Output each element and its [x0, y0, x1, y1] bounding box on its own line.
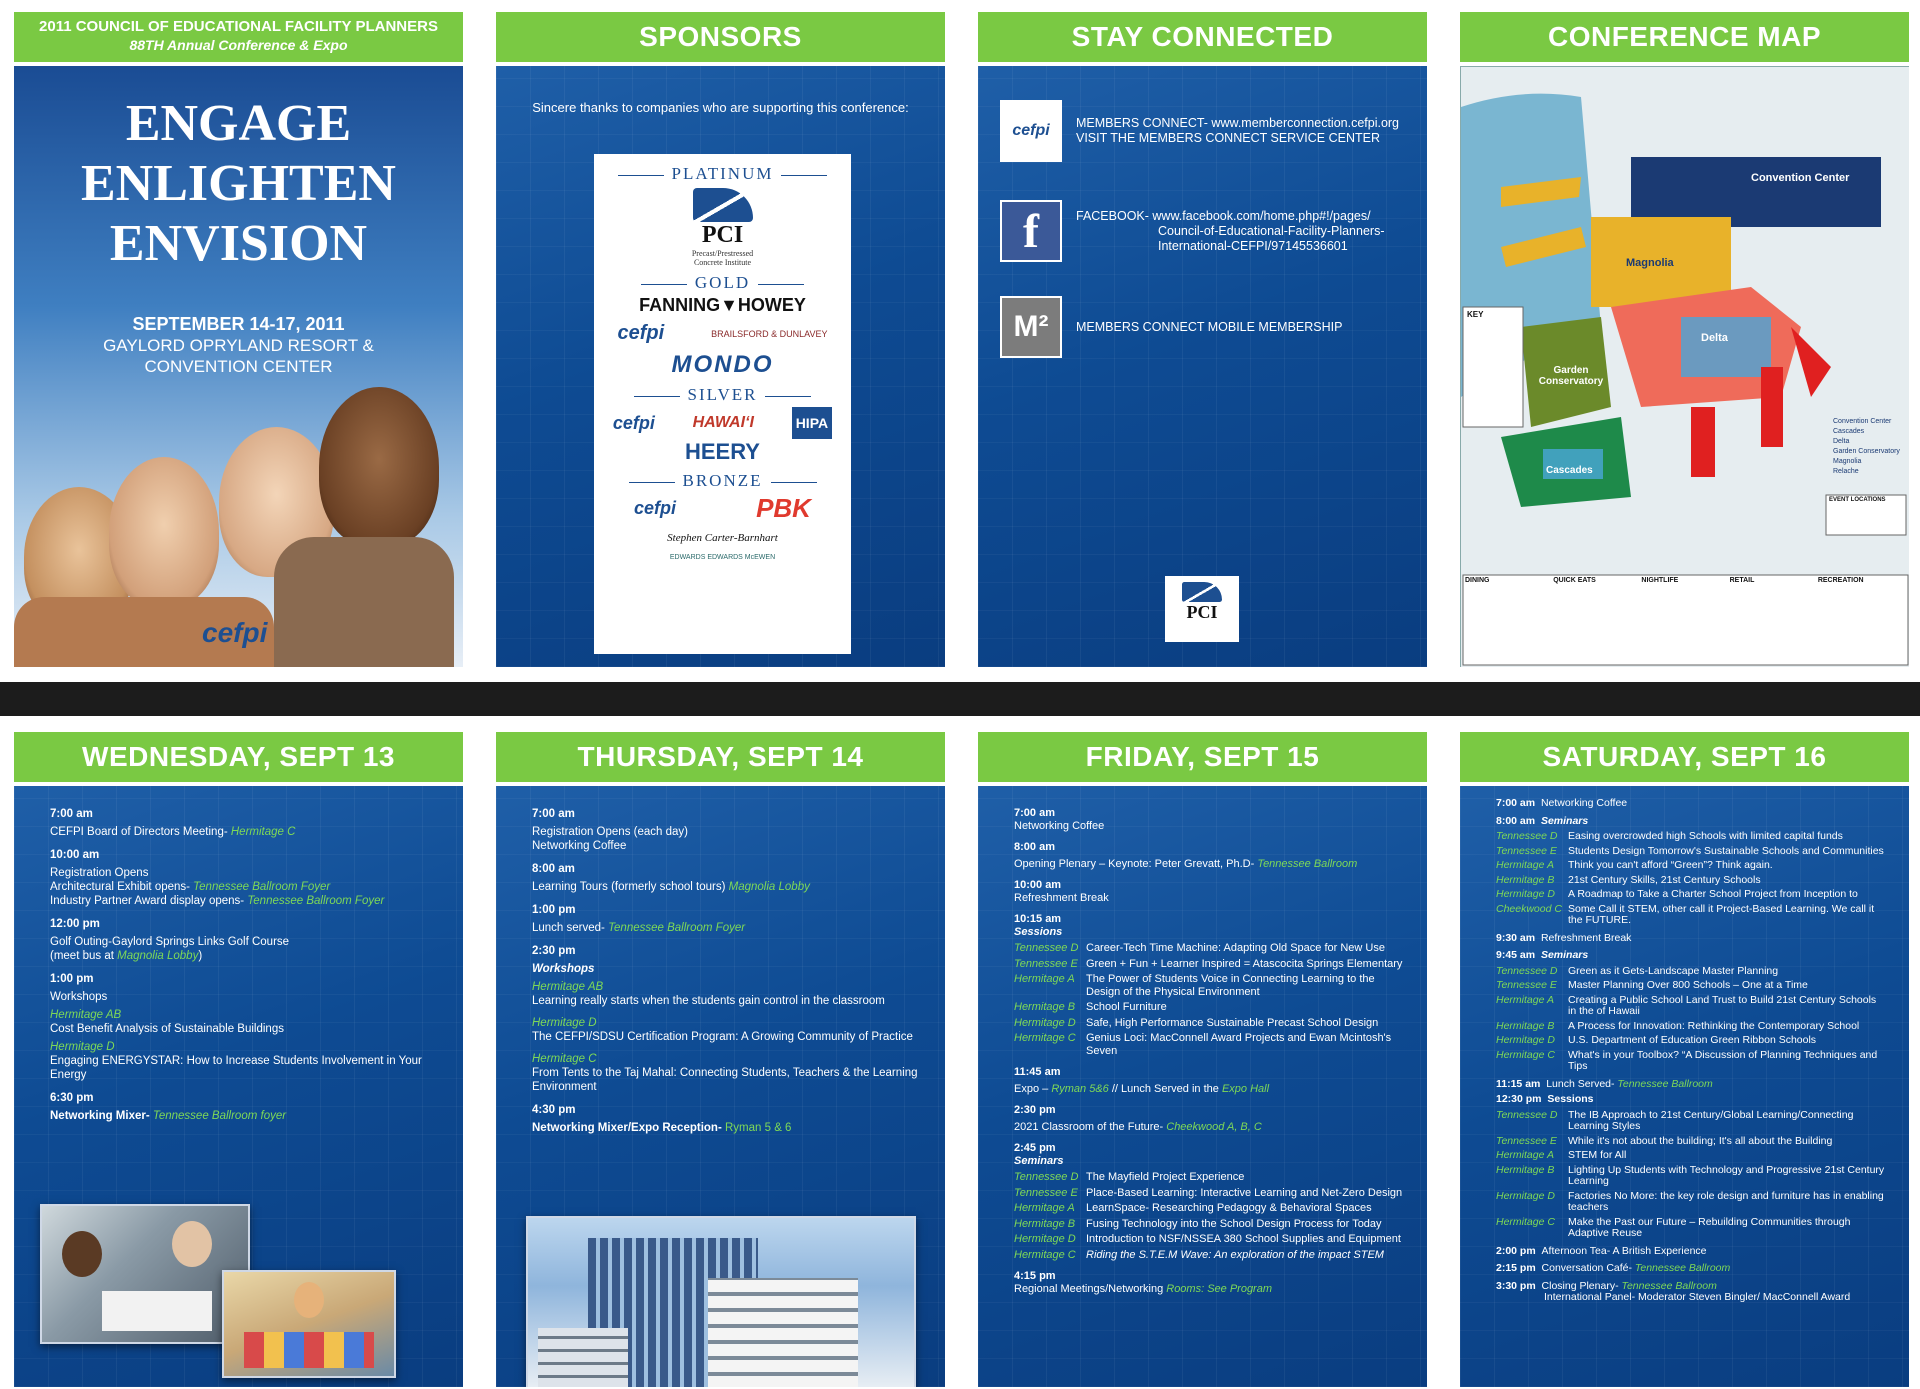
schedule-event: Learning really starts when the students gain control in the classroom: [532, 995, 885, 1007]
sponsor-hawaii: HAWAIʻI: [692, 414, 754, 431]
schedule-event: Refreshment Break: [1014, 891, 1109, 904]
classroom-photo: [222, 1270, 396, 1378]
schedule-event: The CEFPI/SDSU Certification Program: A Growing Community of Practice: [532, 1031, 913, 1043]
session-row: Hermitage C Riding the S.T.E.M Wave: An exploration of the impact STEM: [1014, 1248, 1384, 1261]
session-row: Tennessee D Career-Tech Time Machine: Adapting Old Space for New Use: [1014, 942, 1385, 954]
schedule-label: Sessions: [1014, 925, 1063, 938]
schedule-event: International Panel- Moderator Steven Bingler/ MacConnell Award: [1544, 1291, 1851, 1303]
schedule-event: Learning Tours (formerly school tours) Magnolia Lobby: [532, 881, 810, 893]
pci-footer-text: PCI: [1186, 602, 1218, 622]
sponsor-fanning-howey: FANNING▼HOWEY: [639, 295, 806, 315]
session-row: Tennessee E Place-Based Learning: Interactive Learning and Net-Zero Design: [1014, 1186, 1403, 1199]
cover-dates: SEPTEMBER 14-17, 2011: [132, 314, 345, 334]
map-index-headers: [1465, 577, 1906, 584]
thursday-schedule: [532, 798, 923, 1135]
map-index-header: QUICK EATS: [1553, 577, 1596, 584]
map-delta-water: [1681, 317, 1771, 377]
session-row: Hermitage B Lighting Up Students with Technology and Progressive 21st Century Learning: [1496, 1163, 1885, 1187]
cover-word-engage: ENGAGE: [125, 95, 352, 152]
connect-facebook-line3: International-CEFPI/97145536601: [1158, 238, 1348, 253]
session-row: Hermitage A STEM for All: [1496, 1149, 1627, 1161]
sponsors-panel: [496, 12, 945, 667]
meeting-photo: [40, 1204, 250, 1344]
schedule-room: Hermitage AB: [50, 1009, 122, 1021]
person-figure: [62, 1231, 102, 1277]
session-row: Hermitage B 21st Century Skills, 21st Century Schools: [1496, 873, 1761, 886]
map-legend-item: Magnolia: [1833, 458, 1862, 465]
cover-venue-line1: GAYLORD OPRYLAND RESORT &: [103, 336, 374, 355]
friday-body: [978, 786, 1427, 1387]
connect-facebook-line2: Council-of-Educational-Facility-Planners-: [1158, 223, 1385, 238]
map-index-header: DINING: [1465, 577, 1490, 584]
connect-item-mobile[interactable]: [1000, 296, 1342, 358]
session-row: Hermitage D A Roadmap to Take a Charter School Project from Inception to: [1496, 888, 1858, 900]
map-legend-item: Delta: [1833, 438, 1850, 445]
session-row: Tennessee E Students Design Tomorrow's Sustainable Schools and Communities: [1496, 844, 1884, 857]
schedule-time: 4:30 pm: [532, 1104, 576, 1116]
schedule-event: Networking Mixer/Expo Reception- Ryman 5 & 6: [532, 1122, 792, 1134]
cover-panel: [14, 12, 463, 667]
session-row: Hermitage B School Furniture: [1014, 1001, 1167, 1013]
schedule-time: 10:00 am: [50, 849, 100, 861]
cover-word-envision: ENVISION: [109, 215, 368, 272]
connect-body: [978, 66, 1427, 667]
session-row: Tennessee D The Mayfield Project Experience: [1014, 1171, 1245, 1183]
schedule-event: Registration Opens: [50, 867, 149, 879]
schedule-time-row: 8:00 am Seminars: [1496, 814, 1589, 827]
map-red-wing: [1761, 367, 1783, 447]
schedule-event: (meet bus at Magnolia Lobby): [50, 950, 203, 962]
pci-logo-mark: [1182, 582, 1222, 602]
tier-platinum-label: PLATINUM: [594, 164, 851, 184]
building-block: [708, 1278, 858, 1387]
map-legend-item: Cascades: [1833, 428, 1865, 435]
tier-gold-label: GOLD: [594, 273, 851, 293]
map-index-table: [1463, 575, 1908, 665]
schedule-event: Industry Partner Award display opens- Tennessee Ballroom Foyer: [50, 895, 385, 907]
session-row: Hermitage B Fusing Technology into the School Design Process for Today: [1014, 1217, 1382, 1230]
connect-members-line1[interactable]: MEMBERS CONNECT- www.memberconnection.cefpi.org: [1076, 116, 1400, 130]
schedule-time: 2:45 pm: [1014, 1142, 1056, 1154]
session-row: Hermitage A LearnSpace- Researching Pedagogy & Behavioral Spaces: [1014, 1202, 1372, 1214]
session-row: Hermitage C What's in your Toolbox? “A Discussion of Planning Techniques and Tips: [1496, 1048, 1878, 1072]
child-shirt: [274, 537, 454, 667]
sponsors-thanks: Sincere thanks to companies who are supporting this conference:: [532, 100, 909, 115]
wednesday-panel: [14, 732, 463, 1387]
map-legend-item: Garden Conservatory: [1833, 448, 1900, 455]
schedule-event: Networking Coffee: [1014, 819, 1105, 832]
friday-sessions-afternoon: [1014, 1171, 1405, 1261]
session-row: Hermitage A Creating a Public School Land Trust to Build 21st Century Schools in the of Hawaii: [1496, 993, 1877, 1017]
facebook-icon: f: [1000, 200, 1062, 262]
map-legend-item: Convention Center: [1833, 418, 1892, 425]
session-row: Hermitage C Make the Past our Future – Rebuilding Communities through Adaptive Reuse: [1496, 1215, 1851, 1239]
map-index-header: NIGHTLIFE: [1641, 577, 1679, 584]
connect-title: STAY CONNECTED: [978, 12, 1427, 62]
schedule-time: 11:45 am: [1014, 1066, 1061, 1078]
connect-item-members[interactable]: [1000, 100, 1399, 162]
sponsor-brailsford: BRAILSFORD & DUNLAVEY: [711, 328, 828, 339]
schedule-time-row: 2:15 pm Conversation Café- Tennessee Ballroom: [1496, 1262, 1731, 1274]
sponsors-body: [496, 66, 945, 667]
friday-sessions-morning: [1014, 942, 1405, 1057]
sponsor-pbk: PBK: [756, 493, 811, 523]
session-row: Hermitage A The Power of Students Voice in Connecting Learning to the Design of the Physical Environment: [1014, 973, 1375, 998]
thursday-title: THURSDAY, SEPT 14: [496, 732, 945, 782]
map-red-wing: [1691, 407, 1715, 477]
saturday-title: SATURDAY, SEPT 16: [1460, 732, 1909, 782]
pci-logo-mark: [693, 188, 753, 222]
sponsor-cefpi-silver: cefpi: [612, 412, 655, 433]
tier-silver-label: SILVER: [594, 385, 851, 405]
map-legend: [1833, 417, 1900, 477]
schedule-time: 4:15 pm: [1014, 1270, 1056, 1282]
thursday-body: [496, 786, 945, 1387]
child-face: [109, 457, 219, 607]
map-index-header: RECREATION: [1817, 577, 1864, 584]
sponsor-cefpi-gold: cefpi: [617, 322, 665, 344]
schedule-event: From Tents to the Taj Mahal: Connecting Students, Teachers & the Learning Environment: [532, 1067, 918, 1093]
session-row: Cheekwood C Some Call it STEM, other call it Project-Based Learning. We call it the FUTURE.: [1496, 902, 1875, 926]
person-figure: [172, 1221, 212, 1267]
cefpi-members-connect-icon: cefpi: [1000, 100, 1062, 162]
saturday-sessions-mid: [1496, 966, 1887, 1073]
person-figure: [294, 1282, 324, 1318]
schedule-time: 10:00 am: [1014, 879, 1062, 891]
map-panel: [1460, 12, 1909, 667]
map-label-garden: Garden Conservatory: [1538, 365, 1604, 387]
schedule-label: Seminars: [1014, 1154, 1064, 1167]
schedule-event: 2021 Classroom of the Future- Cheekwood A, B, C: [1014, 1120, 1262, 1133]
schedule-event: CEFPI Board of Directors Meeting- Hermitage C: [50, 826, 296, 838]
cover-header: [14, 12, 463, 62]
schedule-time-row: 2:00 pm Afternoon Tea- A British Experience: [1496, 1244, 1707, 1257]
sponsor-mondo: MONDO: [671, 351, 774, 378]
session-row: Hermitage B A Process for Innovation: Rethinking the Contemporary School: [1496, 1019, 1860, 1032]
map-key-box: [1463, 307, 1523, 427]
schedule-time: 7:00 am: [532, 808, 575, 820]
schedule-time: 1:00 pm: [532, 904, 576, 916]
sponsor-stephen-carter: Stephen Carter-Barnhart: [667, 532, 778, 544]
session-row: Hermitage D Factories No More: the key role design and furniture has in enabling teachers: [1496, 1189, 1884, 1213]
schedule-room: Hermitage D: [50, 1041, 115, 1053]
schedule-time-row: 3:30 pm Closing Plenary- Tennessee Ballroom: [1496, 1279, 1717, 1292]
schedule-room: Hermitage D: [532, 1017, 597, 1029]
saturday-sessions-afternoon: [1496, 1110, 1887, 1240]
map-label-cascades: Cascades: [1546, 465, 1593, 476]
schedule-room: Hermitage AB: [532, 981, 604, 993]
schedule-event: Cost Benefit Analysis of Sustainable Buildings: [50, 1023, 284, 1035]
schedule-time: 8:00 am: [532, 863, 575, 875]
map-label-delta: Delta: [1701, 332, 1728, 344]
sponsor-heery: HEERY: [685, 439, 760, 464]
schedule-event: Networking Coffee: [532, 840, 627, 852]
sponsor-pci: PCI: [701, 222, 744, 248]
sponsors-title: SPONSORS: [496, 12, 945, 62]
schedule-time: 6:30 pm: [50, 1092, 94, 1104]
schedule-room: Hermitage C: [532, 1053, 597, 1065]
friday-schedule: [1014, 798, 1405, 1295]
connect-panel: [978, 12, 1427, 667]
connect-item-facebook[interactable]: [1000, 200, 1384, 262]
schedule-event: Workshops: [532, 963, 595, 975]
schedule-time: 7:00 am: [1014, 807, 1055, 819]
saturday-schedule: [1496, 794, 1887, 1304]
map-label-convention-center: Convention Center: [1751, 172, 1850, 184]
building-block: [538, 1328, 628, 1387]
schedule-event: Regional Meetings/Networking Rooms: See Program: [1014, 1282, 1273, 1295]
map-label-magnolia: Magnolia: [1626, 257, 1674, 269]
cover-word-enlighten: ENLIGHTEN: [81, 155, 396, 212]
sponsor-card: [594, 154, 851, 654]
schedule-time: 2:30 pm: [1014, 1104, 1056, 1116]
table-papers: [102, 1291, 212, 1331]
friday-title: FRIDAY, SEPT 15: [978, 732, 1427, 782]
pci-footer-logo: [1165, 576, 1239, 642]
map-event-locations-label: EVENT LOCATIONS: [1829, 497, 1886, 503]
wednesday-schedule: [50, 798, 441, 1123]
schedule-event: Registration Opens (each day): [532, 826, 688, 838]
connect-facebook-line1[interactable]: FACEBOOK- www.facebook.com/home.php#!/pages/: [1076, 208, 1371, 223]
session-row: Hermitage D U.S. Department of Education Green Ribbon Schools: [1496, 1034, 1817, 1046]
session-row: Tennessee E While it's not about the building; It's all about the Building: [1496, 1134, 1833, 1147]
sponsor-hipa: HIPA: [792, 407, 832, 439]
schedule-time-row: 7:00 am Networking Coffee: [1496, 797, 1628, 809]
schedule-event: Opening Plenary – Keynote: Peter Grevatt, Ph.D- Tennessee Ballroom: [1014, 857, 1358, 870]
session-row: Tennessee D Easing overcrowded high Schools with limited capital funds: [1496, 830, 1843, 842]
schedule-event: Expo – Ryman 5&6 // Lunch Served in the Expo Hall: [1014, 1082, 1270, 1095]
saturday-sessions-morning: [1496, 831, 1887, 927]
child-face: [319, 387, 439, 547]
conference-map[interactable]: [1460, 66, 1909, 667]
schedule-event: Workshops: [50, 991, 108, 1003]
saturday-panel: [1460, 732, 1909, 1387]
session-row: Hermitage A Think you can't afford “Green”? Think again.: [1496, 859, 1773, 871]
tier-bronze-label: BRONZE: [594, 471, 851, 491]
cover-header-line1: 2011 COUNCIL OF EDUCATIONAL FACILITY PLANNERS: [39, 18, 438, 35]
cover-venue-line2: CONVENTION CENTER: [144, 357, 333, 376]
schedule-time-row: 11:15 am Lunch Served- Tennessee Ballroom: [1496, 1077, 1713, 1090]
schedule-event: Engaging ENERGYSTAR: How to Increase Students Involvement in Your Energy: [50, 1055, 422, 1081]
session-row: Tennessee D Green as it Gets-Landscape Master Planning: [1496, 964, 1779, 977]
connect-members-line2: VISIT THE MEMBERS CONNECT SERVICE CENTER: [1076, 131, 1380, 145]
saturday-body: [1460, 786, 1909, 1387]
map-index-header: RETAIL: [1729, 577, 1755, 584]
wednesday-body: [14, 786, 463, 1387]
schedule-event: Architectural Exhibit opens- Tennessee Ballroom Foyer: [50, 881, 331, 893]
session-row: Hermitage D Introduction to NSF/NSSEA 380 School Supplies and Equipment: [1014, 1233, 1401, 1245]
schedule-event: Networking Mixer- Tennessee Ballroom foyer: [50, 1110, 287, 1122]
map-legend-item: Relache: [1833, 468, 1859, 475]
cover-body: [14, 66, 463, 667]
sponsor-cefpi-bronze: cefpi: [634, 498, 677, 518]
page-divider: [0, 682, 1920, 716]
schedule-time: 8:00 am: [1014, 841, 1055, 853]
schedule-time: 10:15 am: [1014, 913, 1062, 925]
session-row: Hermitage C Genius Loci: MacConnell Award Projects and Ewan Mcintosh's Seven: [1014, 1032, 1392, 1057]
thursday-panel: [496, 732, 945, 1387]
sponsor-pci-sub: Precast/Prestressed Concrete Institute: [691, 249, 754, 267]
building-photo: [526, 1216, 916, 1387]
schedule-time: 7:00 am: [50, 808, 93, 820]
cover-header-line2: 88TH Annual Conference & Expo: [129, 37, 348, 53]
schedule-event: Golf Outing-Gaylord Springs Links Golf Course: [50, 936, 290, 948]
session-row: Tennessee E Green + Fun + Learner Inspired = Atascocita Springs Elementary: [1014, 957, 1403, 970]
cover-info: [14, 314, 463, 377]
session-row: Tennessee E Master Planning Over 800 Schools – One at a Time: [1496, 979, 1808, 991]
session-row: Tennessee D The IB Approach to 21st Century/Global Learning/Connecting Learning Styles: [1496, 1108, 1854, 1132]
wednesday-title: WEDNESDAY, SEPT 13: [14, 732, 463, 782]
cefpi-logo: cefpi: [202, 617, 268, 648]
sponsor-edwards: EDWARDS EDWARDS McEWEN: [669, 554, 776, 561]
schedule-time: 2:30 pm: [532, 945, 576, 957]
children-group: [244, 1332, 374, 1368]
map-title: CONFERENCE MAP: [1460, 12, 1909, 62]
schedule-time-row: 12:30 pm Sessions: [1496, 1093, 1594, 1105]
schedule-event: Lunch served- Tennessee Ballroom Foyer: [532, 922, 746, 934]
map-convention-center: [1631, 157, 1881, 227]
schedule-time-row: 9:30 am Refreshment Break: [1496, 931, 1632, 944]
session-row: Hermitage D Safe, High Performance Sustainable Precast School Design: [1014, 1016, 1379, 1029]
schedule-time: 1:00 pm: [50, 973, 94, 985]
m2-icon: M²: [1000, 296, 1062, 358]
schedule-time: 12:00 pm: [50, 918, 100, 930]
map-key-label: KEY: [1467, 310, 1484, 319]
connect-mobile-line1: MEMBERS CONNECT MOBILE MEMBERSHIP: [1076, 319, 1343, 334]
schedule-time-row: 9:45 am Seminars: [1496, 949, 1589, 961]
friday-panel: [978, 732, 1427, 1387]
